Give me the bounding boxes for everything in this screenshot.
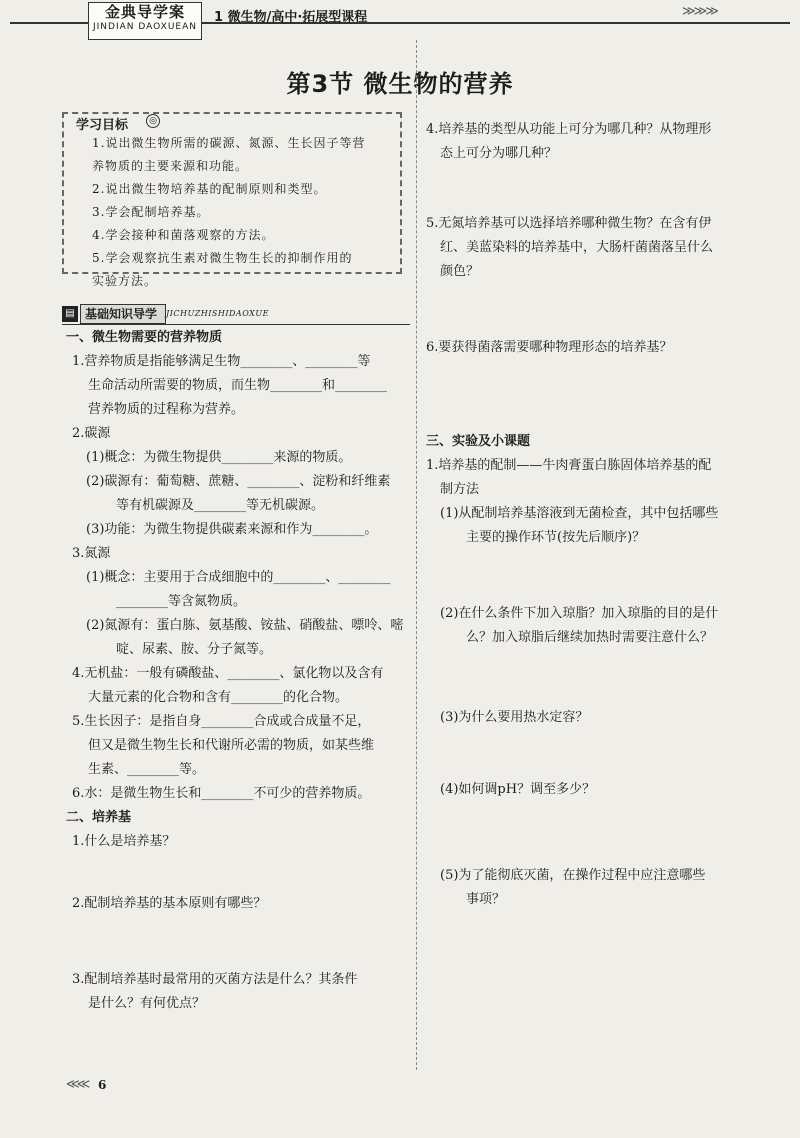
- question-line: 大量元素的化合物和含有________的化合物。: [88, 690, 349, 705]
- brand-pinyin: JINDIAN DAOXUEAN: [93, 22, 197, 32]
- question-line: 5.生长因子：是指自身________合成或合成量不足，: [72, 714, 371, 729]
- question-line: 5.无氮培养基可以选择培养哪种微生物？在含有伊: [426, 216, 712, 231]
- section-banner-pinyin: JICHUZHISHIDAOXUE: [166, 309, 269, 318]
- question-line: 生素、________等。: [88, 762, 206, 777]
- question-line: 6.水：是微生物生长和________不可少的营养物质。: [72, 786, 371, 801]
- objectives-title: 学习目标: [76, 118, 129, 133]
- section-rule: [62, 324, 410, 325]
- book-icon: ▤: [62, 306, 78, 322]
- objective-line: 1.说出微生物所需的碳源、氮源、生长因子等营: [92, 136, 366, 150]
- section-banner: 基础知识导学: [80, 304, 166, 324]
- question-line: 颜色？: [440, 264, 480, 279]
- question-line: ________等含氮物质。: [116, 594, 247, 609]
- question-line: 红、美蓝染料的培养基中，大肠杆菌菌落呈什么: [440, 240, 714, 255]
- question-line: (3)为什么要用热水定容？: [440, 710, 589, 725]
- brand-name: 金典导学案: [104, 3, 185, 21]
- objective-line: 2.说出微生物培养基的配制原则和类型。: [92, 182, 327, 196]
- section-heading: 一、微生物需要的营养物质: [66, 330, 223, 345]
- question-line: 1.营养物质是指能够满足生物________、________等: [72, 354, 371, 369]
- target-icon: ◎: [146, 114, 160, 128]
- question-line: 3.氮源: [72, 546, 111, 561]
- header-subject: 1 微生物/高中·拓展型课程: [214, 10, 368, 25]
- question-line: (2)碳源有：葡萄糖、蔗糖、________、淀粉和纤维素: [86, 474, 391, 489]
- objective-line: 实验方法。: [92, 274, 158, 288]
- question-line: (1)概念：为微生物提供________来源的物质。: [86, 450, 352, 465]
- section-heading: 三、实验及小课题: [426, 434, 531, 449]
- question-line: (1)从配制培养基溶液到无菌检查，其中包括哪些: [440, 506, 719, 521]
- question-line: (4)如何调pH？调至多少？: [440, 782, 596, 797]
- objective-line: 4.学会接种和菌落观察的方法。: [92, 228, 275, 242]
- question-line: 3.配制培养基时最常用的灭菌方法是什么？其条件: [72, 972, 358, 987]
- header-arrows-icon: ≫≫≫: [682, 4, 717, 19]
- question-line: 2.碳源: [72, 426, 111, 441]
- right-column: [426, 118, 774, 912]
- left-column: [66, 326, 410, 1016]
- page-title: 第3节 微生物的营养: [286, 70, 514, 98]
- question-line: (3)功能：为微生物提供碳素来源和作为________。: [86, 522, 378, 537]
- question-line: 态上可分为哪几种？: [440, 146, 558, 161]
- question-line: 营养物质的过程称为营养。: [88, 402, 245, 417]
- footer-arrows-icon: ≪≪: [66, 1077, 88, 1092]
- question-line: 1.什么是培养基？: [72, 834, 176, 849]
- question-line: 但又是微生物生长和代谢所必需的物质，如某些维: [88, 738, 375, 753]
- objective-line: 养物质的主要来源和功能。: [92, 159, 249, 173]
- question-line: 生命活动所需要的物质，而生物________和________: [88, 378, 388, 393]
- question-line: (2)在什么条件下加入琼脂？加入琼脂的目的是什: [440, 606, 719, 621]
- column-divider: [416, 40, 418, 1070]
- question-line: 等有机碳源及________等无机碳源。: [116, 498, 325, 513]
- objective-line: 3.学会配制培养基。: [92, 205, 210, 219]
- question-line: 是什么？有何优点？: [88, 996, 206, 1011]
- question-line: 啶、尿素、胺、分子氮等。: [116, 642, 273, 657]
- question-line: 4.无机盐：一般有磷酸盐、________、氯化物以及含有: [72, 666, 384, 681]
- brand-logo: [88, 2, 202, 40]
- question-line: 6.要获得菌落需要哪种物理形态的培养基？: [426, 340, 673, 355]
- question-line: 4.培养基的类型从功能上可分为哪几种？从物理形: [426, 122, 712, 137]
- section-heading: 二、培养基: [66, 810, 132, 825]
- question-line: 事项？: [466, 892, 506, 907]
- question-line: 1.培养基的配制——牛肉膏蛋白胨固体培养基的配: [426, 458, 712, 473]
- question-line: (2)氮源有：蛋白胨、氨基酸、铵盐、硝酸盐、嘌呤、嘧: [86, 618, 404, 633]
- question-line: 主要的操作环节(按先后顺序)？: [466, 530, 646, 545]
- question-line: (5)为了能彻底灭菌，在操作过程中应注意哪些: [440, 868, 706, 883]
- objectives-list: [72, 132, 398, 293]
- question-line: 么？加入琼脂后继续加热时需要注意什么？: [466, 630, 714, 645]
- question-line: (1)概念：主要用于合成细胞中的________、________: [86, 570, 391, 585]
- header-rule-left: [10, 22, 88, 24]
- objective-line: 5.学会观察抗生素对微生物生长的抑制作用的: [92, 251, 353, 265]
- question-line: 2.配制培养基的基本原则有哪些？: [72, 896, 267, 911]
- page-number: 6: [98, 1078, 107, 1092]
- question-line: 制方法: [440, 482, 480, 497]
